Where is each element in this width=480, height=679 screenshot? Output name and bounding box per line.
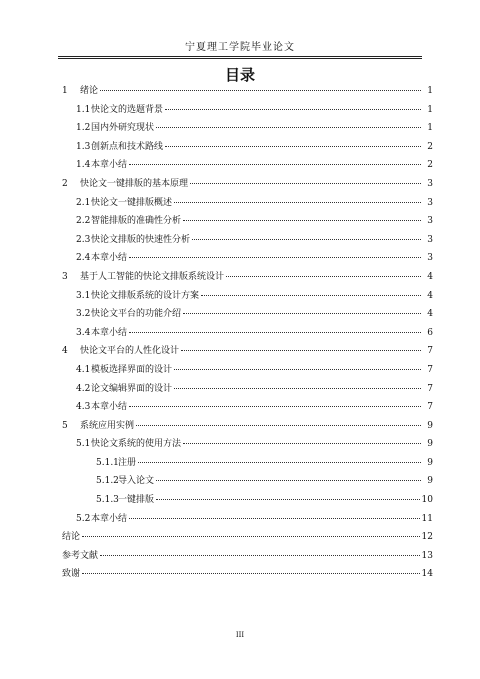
toc-leader-dots — [129, 332, 421, 333]
toc-entry-title: 快论文排版系统的设计方案 — [91, 290, 200, 301]
toc-entry-title: 参考文献 — [62, 550, 99, 561]
toc-entry-page: 1 — [427, 123, 433, 134]
toc-entry-page: 14 — [421, 569, 433, 580]
toc-entry-number: 5 — [62, 420, 68, 431]
toc-leader-dots — [183, 313, 421, 314]
toc-entry-page: 12 — [421, 532, 433, 543]
toc-entry-title: 导入论文 — [118, 476, 155, 487]
toc-entry-number: 4 — [62, 346, 68, 357]
toc-entry[interactable] — [62, 101, 433, 120]
toc-leader-dots — [226, 276, 421, 277]
toc-entry[interactable] — [62, 305, 433, 324]
toc-leader-dots — [100, 555, 420, 556]
toc-entry[interactable] — [62, 231, 433, 250]
toc-leader-dots — [183, 220, 421, 221]
toc-entry-title: 快论文一键排版概述 — [91, 197, 173, 208]
toc-entry-title: 一键排版 — [118, 495, 155, 506]
toc-entry[interactable] — [62, 287, 433, 306]
toc-entry-number: 5.1.1 — [96, 457, 119, 468]
toc-entry-number: 1.4 — [76, 160, 91, 171]
toc-leader-dots — [129, 406, 421, 407]
toc-entry[interactable] — [62, 510, 433, 529]
toc-entry-page: 11 — [421, 513, 433, 524]
header-rule — [58, 56, 422, 57]
toc-leader-dots — [201, 295, 421, 296]
toc-entry-number: 1.3 — [76, 141, 91, 152]
toc-leader-dots — [165, 146, 421, 147]
toc-entry-number: 5.1 — [76, 439, 91, 450]
toc-entry-page: 1 — [427, 104, 433, 115]
toc-leader-dots — [82, 573, 420, 574]
toc-entry-number: 5.2 — [76, 513, 91, 524]
toc-entry-number: 3.4 — [76, 327, 91, 338]
toc-entry-number: 1.2 — [76, 123, 91, 134]
toc-entry-page: 4 — [427, 309, 433, 320]
toc-entry-number: 2.2 — [76, 216, 91, 227]
toc-entry-page: 9 — [427, 476, 433, 487]
toc-entry-page: 7 — [427, 346, 433, 357]
toc-entry-title: 本章小结 — [91, 513, 128, 524]
toc-leader-dots — [192, 239, 421, 240]
page-header: 宁夏理工学院毕业论文 — [58, 38, 422, 59]
toc-entry[interactable] — [62, 361, 433, 380]
toc-entry-title: 本章小结 — [91, 253, 128, 264]
toc-entry-title: 结论 — [62, 532, 81, 543]
toc-entry-page: 4 — [427, 290, 433, 301]
toc-leader-dots — [190, 183, 421, 184]
toc-entry-number: 1 — [62, 86, 68, 96]
toc-entry-title: 快论文平台的功能介绍 — [91, 309, 182, 320]
toc-entry[interactable] — [62, 324, 433, 343]
toc-entry-title: 本章小结 — [91, 160, 128, 171]
toc-entry-title: 绪论 — [80, 86, 99, 96]
toc-leader-dots — [183, 443, 421, 444]
toc-entry-number: 3 — [62, 271, 68, 282]
toc-entry[interactable] — [62, 249, 433, 268]
toc-entry-page: 13 — [421, 550, 433, 561]
toc-entry-number: 3.2 — [76, 309, 91, 320]
toc-entry[interactable] — [62, 398, 433, 417]
toc-entry-page: 9 — [427, 439, 433, 450]
toc-entry-page: 10 — [421, 495, 433, 506]
toc-leader-dots — [156, 499, 420, 500]
toc-entry[interactable] — [62, 380, 433, 399]
toc-entry[interactable] — [62, 472, 433, 491]
toc-entry-page: 7 — [427, 383, 433, 394]
toc-entry-number: 2.1 — [76, 197, 91, 208]
toc-entry-page: 2 — [427, 160, 433, 171]
toc-leader-dots — [129, 257, 421, 258]
toc-entry[interactable] — [62, 156, 433, 175]
table-of-contents — [62, 82, 433, 584]
toc-entry[interactable] — [62, 194, 433, 213]
toc-entry-page: 3 — [427, 216, 433, 227]
toc-entry-page: 1 — [427, 86, 433, 96]
toc-entry-title: 系统应用实例 — [80, 420, 135, 431]
toc-entry-page: 6 — [427, 327, 433, 338]
toc-entry[interactable] — [62, 565, 433, 584]
toc-entry[interactable] — [62, 342, 433, 361]
toc-entry-title: 国内外研究现状 — [91, 123, 155, 134]
toc-entry-page: 2 — [427, 141, 433, 152]
toc-leader-dots — [136, 425, 421, 426]
toc-entry-title: 快论文平台的人性化设计 — [80, 346, 180, 357]
toc-entry[interactable] — [62, 138, 433, 157]
toc-entry-page: 7 — [427, 402, 433, 413]
toc-entry[interactable] — [62, 268, 433, 287]
toc-entry[interactable] — [62, 435, 433, 454]
toc-entry[interactable] — [62, 454, 433, 473]
toc-entry-number: 4.2 — [76, 383, 91, 394]
toc-entry[interactable] — [62, 82, 433, 101]
toc-entry-page: 9 — [427, 420, 433, 431]
toc-entry[interactable] — [62, 175, 433, 194]
toc-entry[interactable] — [62, 212, 433, 231]
toc-entry-title: 本章小结 — [91, 402, 128, 413]
toc-entry-number: 2.3 — [76, 234, 91, 245]
toc-entry-title: 智能排版的准确性分析 — [91, 216, 182, 227]
toc-leader-dots — [129, 164, 421, 165]
toc-entry-page: 4 — [427, 271, 433, 282]
toc-entry-page: 9 — [427, 457, 433, 468]
toc-entry-number: 2.4 — [76, 253, 91, 264]
toc-entry-page: 3 — [427, 253, 433, 264]
toc-leader-dots — [174, 388, 421, 389]
toc-entry-title: 创新点和技术路线 — [91, 141, 164, 152]
toc-entry[interactable] — [62, 491, 433, 510]
toc-entry[interactable] — [62, 528, 433, 547]
toc-entry-title: 快论文系统的使用方法 — [91, 439, 182, 450]
toc-leader-dots — [129, 518, 420, 519]
toc-entry[interactable] — [62, 417, 433, 436]
toc-entry-number: 5.1.3 — [96, 495, 119, 506]
toc-leader-dots — [181, 350, 421, 351]
toc-leader-dots — [174, 369, 421, 370]
toc-entry-page: 3 — [427, 234, 433, 245]
toc-leader-dots — [165, 109, 421, 110]
toc-leader-dots — [100, 90, 421, 91]
toc-entry-title: 快论文排版的快速性分析 — [91, 234, 191, 245]
toc-entry-page: 3 — [427, 178, 433, 189]
toc-entry-number: 4.3 — [76, 402, 91, 413]
toc-leader-dots — [82, 536, 420, 537]
toc-title: 目录 — [224, 66, 255, 84]
toc-entry-title: 快论文一键排版的基本原理 — [80, 178, 189, 189]
toc-leader-dots — [156, 127, 421, 128]
toc-entry[interactable] — [62, 547, 433, 566]
toc-entry-title: 致谢 — [62, 569, 81, 580]
toc-entry-number: 1.1 — [76, 104, 91, 115]
toc-entry-page: 3 — [427, 197, 433, 208]
toc-entry-title: 快论文的选题背景 — [91, 104, 164, 115]
toc-entry-number: 2 — [62, 178, 68, 189]
toc-entry[interactable] — [62, 119, 433, 138]
toc-leader-dots — [174, 202, 421, 203]
toc-entry-number: 3.1 — [76, 290, 91, 301]
toc-entry-title: 基于人工智能的快论文排版系统设计 — [80, 271, 225, 282]
toc-entry-number: 4.1 — [76, 364, 91, 375]
toc-entry-title: 模板选择界面的设计 — [91, 364, 173, 375]
toc-leader-dots — [138, 462, 421, 463]
toc-entry-number: 5.1.2 — [96, 476, 119, 487]
toc-entry-page: 7 — [427, 364, 433, 375]
toc-entry-title: 本章小结 — [91, 327, 128, 338]
toc-entry-title: 论文编辑界面的设计 — [91, 383, 173, 394]
toc-entry-title: 注册 — [118, 457, 137, 468]
page-number: III — [235, 631, 245, 639]
toc-leader-dots — [156, 480, 421, 481]
